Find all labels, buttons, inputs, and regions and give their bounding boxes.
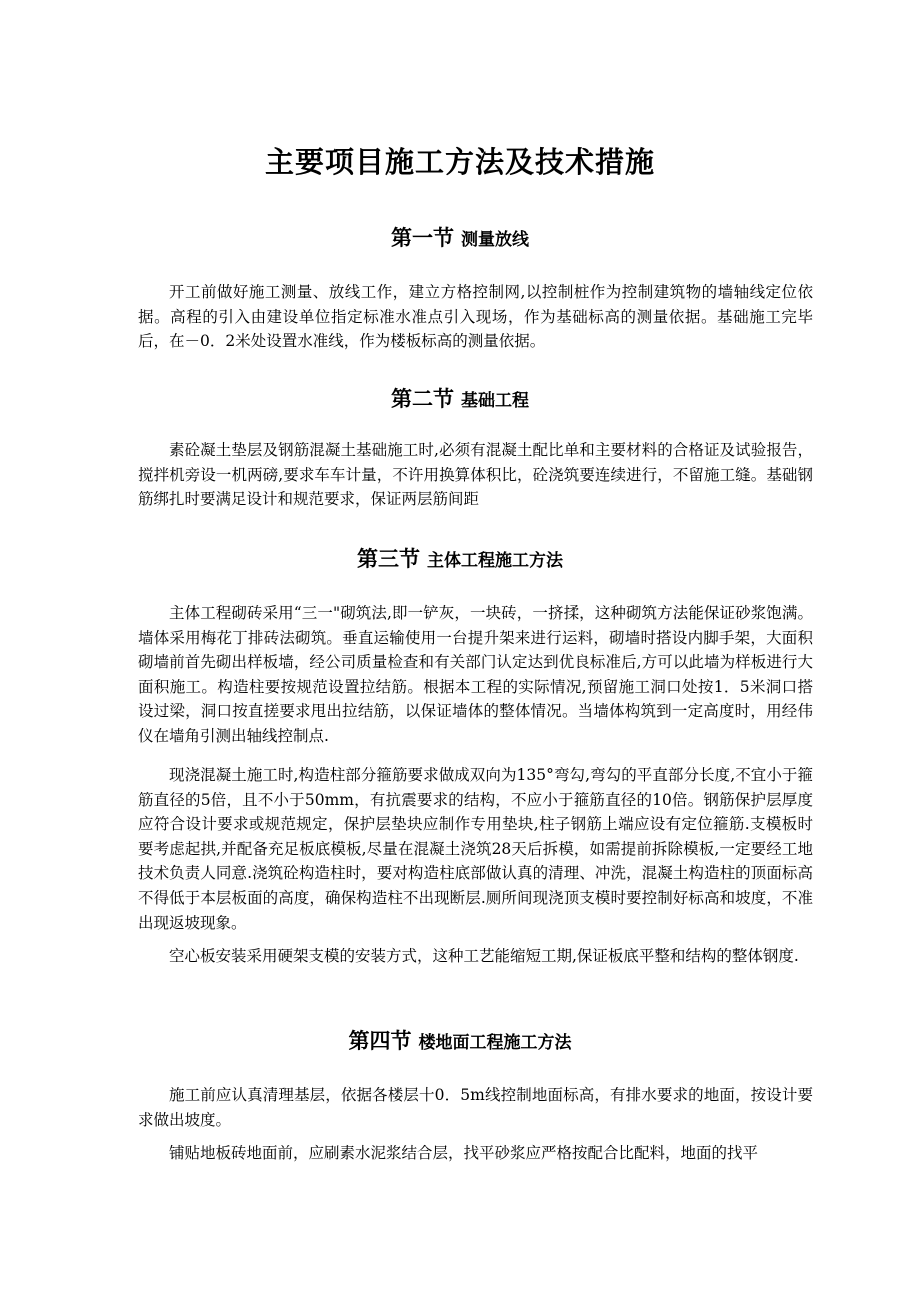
paragraph: 铺贴地板砖地面前，应刷素水泥浆结合层，找平砂浆应严格按配合比配料，地面的找平 [169, 1144, 759, 1162]
section-heading-4 [0, 1025, 920, 1055]
paragraph: 素砼凝土垫层及钢筋混凝土基础施工时,必须有混凝土配比单和主要材料的合格证及试验报告，搅拌机旁设一机两磅,要求车车计量，不许用换算体积比，砼浇筑要连续进行，不留施工缝。基础钢筋绑扎时要满足设计和规范要求，保证两层筋间距 [138, 441, 813, 509]
section-heading-1 [0, 222, 920, 252]
document-title: 主要项目施工方法及技术措施 [264, 145, 655, 179]
section-heading-2 [0, 383, 920, 413]
section-number: 第二节 [391, 387, 454, 411]
paragraph: 现浇混凝土施工时,构造柱部分箍筋要求做成双向为135°弯勾,弯勾的平直部分长度,不宜小于箍筋直径的5倍，且不小于50mm，有抗震要求的结构，不应小于箍筋直径的10倍。钢筋保护层厚度应符合设计要求或规范规定，保护层垫块应制作专用垫块,柱子钢筋上端应设有定位箍筋.支模板时要考虑起拱,并配备充足板底模板,尽量在混凝土浇筑28天后拆模，如需提前拆除模板,一定要经工地技术负责人同意.浇筑砼构造柱时，要对构造柱底部做认真的清理、冲洗，混凝土构造柱的顶面标高不得低于本层板面的高度，确保构造柱不出现断层.厕所间现浇顶支模时要控制好标高和坡度，不准出现返坡现象。 [138, 766, 813, 932]
section-name: 基础工程 [461, 391, 529, 411]
section-number: 第三节 [357, 547, 420, 571]
section-name: 主体工程施工方法 [427, 551, 563, 571]
section-heading-3 [0, 543, 920, 573]
section-name: 楼地面工程施工方法 [418, 1033, 572, 1053]
paragraph: 空心板安装采用硬架支模的安装方式，这种工艺能缩短工期,保证板底平整和结构的整体钢度. [169, 947, 799, 965]
paragraph: 施工前应认真清理基层，依据各楼层十0．5m线控制地面标高，有排水要求的地面，按设计要求做出坡度。 [138, 1086, 813, 1129]
section-number: 第一节 [391, 226, 454, 250]
section-name: 测量放线 [461, 230, 529, 250]
paragraph: 主体工程砌砖采用“三一"砌筑法,即一铲灰，一块砖，一挤揉，这种砌筑方法能保证砂浆饱满。墙体采用梅花丁排砖法砌筑。垂直运输使用一台提升架来进行运料，砌墙时搭设内脚手架，大面积砌墙前首先砌出样板墙，经公司质量检查和有关部门认定达到优良标准后,方可以此墙为样板进行大面积施工。构造柱要按规范设置拉结筋。根据本工程的实际情况,预留施工洞口处按1．5米洞口搭设过梁，洞口按直搓要求甩出拉结筋，以保证墙体的整体情况。当墙体构筑到一定高度时，用经伟仪在墙角引测出轴线控制点. [138, 604, 813, 745]
paragraph: 开工前做好施工测量、放线工作，建立方格控制网,以控制桩作为控制建筑物的墙轴线定位依据。高程的引入由建设单位指定标准水准点引入现场，作为基础标高的测量依据。基础施工完毕后，在－0．2米处设置水准线，作为楼板标高的测量依据。 [138, 283, 813, 351]
section-number: 第四节 [348, 1029, 412, 1053]
